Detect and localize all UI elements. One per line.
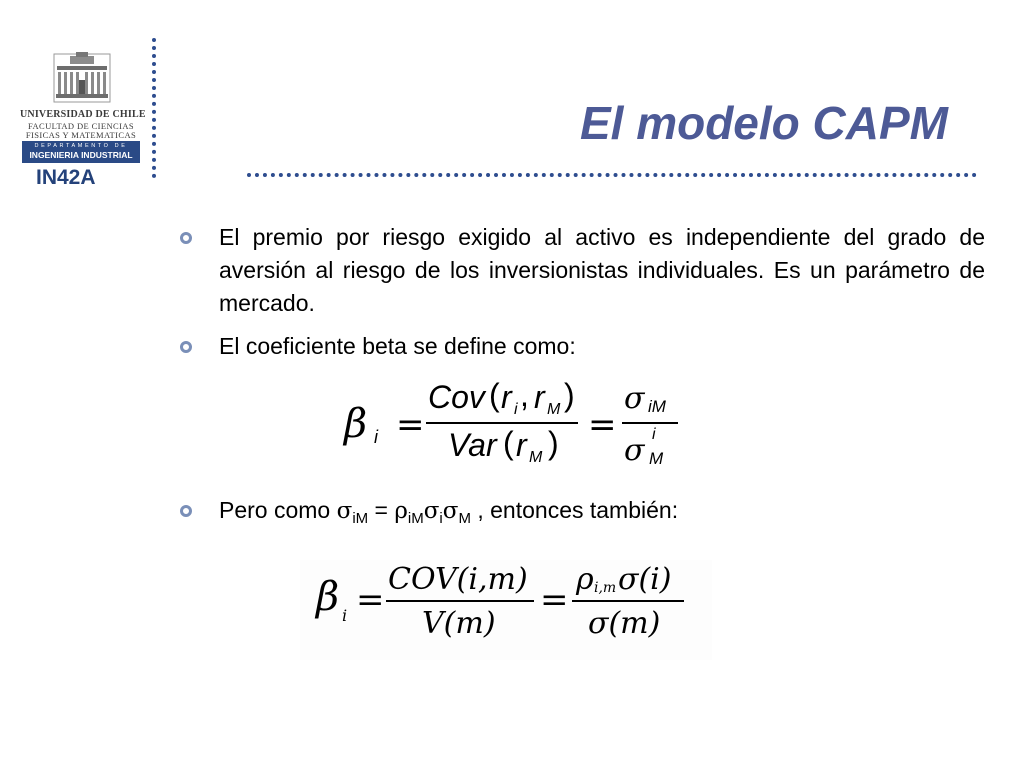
faculty-line-1: FACULTAD DE CIENCIAS <box>27 121 135 131</box>
vertical-dotted-divider <box>152 38 156 178</box>
university-name: UNIVERSIDAD DE CHILE <box>20 109 146 120</box>
r-symbol: r <box>516 427 527 463</box>
sigma-symbol: σ <box>624 433 645 468</box>
subscript-im: iM <box>407 510 424 527</box>
subscript-i-m: i,m <box>594 580 617 596</box>
variance-denominator: V(m) <box>422 606 496 641</box>
subscript-i: i <box>514 401 518 418</box>
beta-symbol: β <box>344 401 368 447</box>
subscript-M: M <box>547 401 561 418</box>
bullet-ring-icon <box>180 232 192 244</box>
subscript-i: i <box>439 510 443 527</box>
var-text: Var <box>448 427 497 463</box>
page-title: El modelo CAPM <box>579 97 948 149</box>
fraction-bar <box>622 422 678 424</box>
cov-text: Cov <box>428 379 485 415</box>
title-dotted-rule <box>247 173 977 177</box>
department-name: INGENIERIA INDUSTRIAL <box>29 150 133 160</box>
bullet-text-risk-premium: El premio por riesgo exigido al activo es independiente del grado de aversión al riesgo de los inversionistas individuales. Es un parámetro de mercado. <box>219 224 985 316</box>
faculty-line-2: FISICAS Y MATEMATICAS <box>25 130 137 140</box>
department-label: DEPARTAMENTO DE <box>34 143 128 149</box>
close-paren: ) <box>564 377 575 413</box>
beta-symbol: β <box>316 574 340 620</box>
bullet-ring-icon <box>180 505 192 517</box>
bullet-suffix: , entonces también: <box>470 497 679 523</box>
equals-sign: = <box>356 580 385 620</box>
open-paren: ( <box>503 425 514 461</box>
equals-sign: = <box>368 497 395 523</box>
r-symbol: r <box>534 379 545 415</box>
university-building-logo <box>52 52 112 104</box>
sigma-symbol: σ <box>442 498 459 524</box>
sigma-symbol: σ <box>624 381 645 416</box>
equals-sign: = <box>396 405 425 445</box>
fraction-bar <box>386 600 534 602</box>
fraction-bar <box>572 600 684 602</box>
close-paren: ) <box>548 425 559 461</box>
sigma-symbol: σ <box>336 498 353 524</box>
beta-definition-formula <box>340 375 700 480</box>
open-paren: ( <box>489 377 500 413</box>
equals-sign: = <box>588 405 617 445</box>
subscript-iM: iM <box>648 397 666 416</box>
sigma-m: σ(m) <box>588 606 661 641</box>
cov-numerator: COV(i,m) <box>388 562 528 597</box>
course-code: IN42A <box>36 166 96 189</box>
bullet-ring-icon <box>180 341 192 353</box>
fraction-bar <box>426 422 578 424</box>
subscript-im: iM <box>352 510 369 527</box>
r-symbol: r <box>501 379 512 415</box>
sigma-symbol: σ <box>423 498 440 524</box>
beta-correlation-formula <box>300 560 712 660</box>
sigma-i: σ(i) <box>618 562 672 597</box>
equals-sign: = <box>540 580 569 620</box>
rho-symbol: ρ <box>394 498 408 524</box>
bullet-text-beta-definition: El coeficiente beta se define como: <box>219 333 576 359</box>
beta-subscript-i: i <box>342 606 348 625</box>
bullet-prefix: Pero como <box>219 497 337 523</box>
superscript-i: i <box>652 426 656 443</box>
rho-symbol: ρ <box>576 562 594 597</box>
beta-subscript-i: i <box>374 427 378 447</box>
bullet-text-sigma-relation <box>219 494 678 535</box>
subscript-M: M <box>649 449 664 468</box>
subscript-m: M <box>458 510 471 527</box>
department-banner <box>22 141 140 163</box>
subscript-M: M <box>529 449 543 466</box>
comma: , <box>520 377 529 413</box>
